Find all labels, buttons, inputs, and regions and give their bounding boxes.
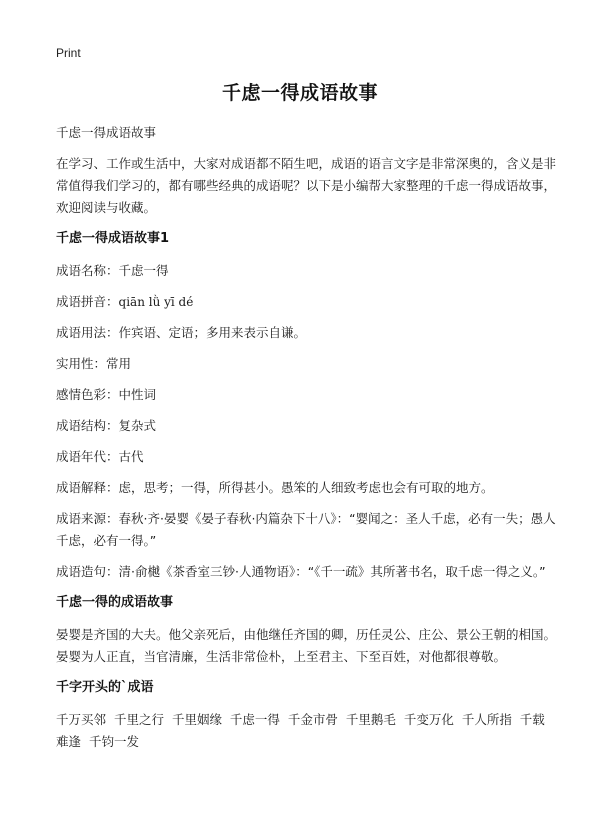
- idiom-era: 成语年代：古代: [56, 449, 144, 464]
- print-link[interactable]: Print: [56, 46, 81, 60]
- page-title: 千虑一得成语故事: [221, 82, 378, 104]
- subtitle: 千虑一得成语故事: [56, 125, 157, 140]
- section1-heading: 千虑一得成语故事1: [56, 231, 170, 246]
- story-paragraph: 晏婴是齐国的大夫。他父亲死后，由他继任齐国的卿，历任灵公、庄公、景公王朝的相国。晏婴为人正直，当官清廉，生活非常俭朴，上至君主、下至百姓，对他都很尊敬。: [56, 627, 557, 664]
- idiom-sentiment: 感情色彩：中性词: [56, 387, 157, 402]
- idiom-example: 成语造句：清·俞樾《茶香室三钞·人通物语》：“《千一疏》其所著书名，取千虑一得之义。”: [56, 564, 546, 579]
- idiom-list: 千万买邻 千里之行 千里姻缘 千虑一得 千金市骨 千里鹅毛 千变万化 千人所指 千载难逢 千钧一发: [56, 712, 545, 749]
- section3-heading: 千字开头的`成语: [56, 680, 154, 695]
- idiom-source: 成语来源：春秋·齐·晏婴《晏子春秋·内篇杂下十八》：“婴闻之：圣人千虑，必有一失；愚人千虑，必有一得。”: [56, 511, 556, 548]
- section2-heading: 千虑一得的成语故事: [56, 595, 174, 610]
- article-body: [56, 122, 556, 762]
- idiom-practicality: 实用性：常用: [56, 356, 132, 371]
- idiom-explanation: 成语解释：虑，思考；一得，所得甚小。愚笨的人细致考虑也会有可取的地方。: [56, 480, 494, 495]
- pinyin-value: qiān lǜ yī dé: [118, 295, 194, 309]
- idiom-pinyin: [56, 291, 556, 313]
- pinyin-label: 成语拼音：: [56, 294, 119, 309]
- intro-paragraph: 在学习、工作或生活中，大家对成语都不陌生吧，成语的语言文字是非常深奥的，含义是非常值得我们学习的，都有哪些经典的成语呢？以下是小编帮大家整理的千虑一得成语故事，欢迎阅读与收藏。: [56, 156, 557, 215]
- idiom-usage: 成语用法：作宾语、定语；多用来表示自谦。: [56, 325, 307, 340]
- idiom-name: 成语名称：千虑一得: [56, 263, 169, 278]
- idiom-structure: 成语结构：复杂式: [56, 418, 157, 433]
